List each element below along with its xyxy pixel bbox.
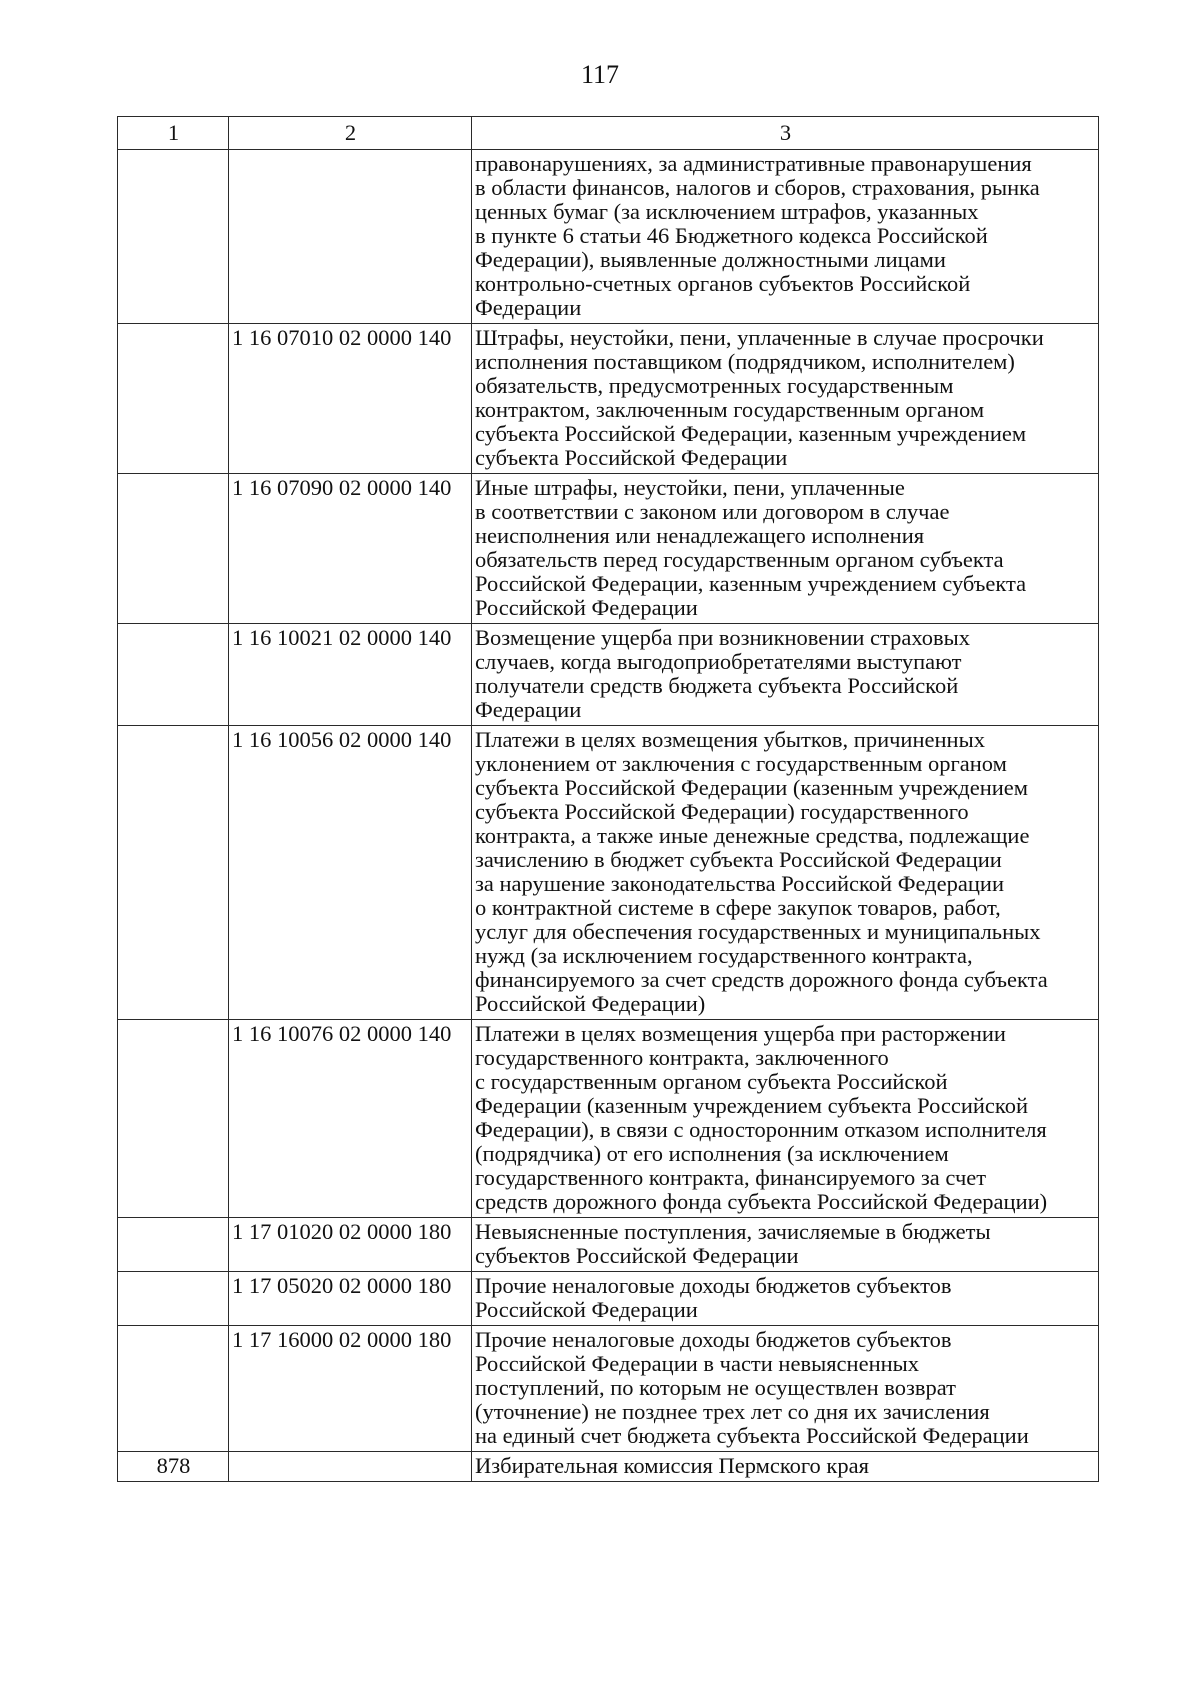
description-cell: Штрафы, неустойки, пени, уплаченные в случае просрочки исполнения поставщиком (подрядчиком, исполнителем) обязательств, предусмотренных государственным контрактом, заключенным государственным органом субъекта Российской Федерации, казенным учреждением субъекта Российской Федерации: [472, 324, 1099, 474]
table-row: [118, 1326, 1099, 1452]
budget-code-cell: 1 17 01020 02 0000 180: [229, 1218, 472, 1272]
admin-code-cell: [118, 150, 229, 324]
budget-code-cell: 1 16 07090 02 0000 140: [229, 474, 472, 624]
table-row: [118, 624, 1099, 726]
budget-code-cell: 1 17 16000 02 0000 180: [229, 1326, 472, 1452]
column-header-2: 2: [229, 117, 472, 150]
table-row: [118, 726, 1099, 1020]
description-cell: Возмещение ущерба при возникновении страховых случаев, когда выгодоприобретателями выступают получатели средств бюджета субъекта Российской Федерации: [472, 624, 1099, 726]
column-header-3: 3: [472, 117, 1099, 150]
admin-code-cell: [118, 1272, 229, 1326]
admin-code-cell: [118, 1020, 229, 1218]
admin-code-cell: [118, 624, 229, 726]
column-header-1: 1: [118, 117, 229, 150]
admin-code-cell: [118, 474, 229, 624]
budget-code-cell: 1 16 10056 02 0000 140: [229, 726, 472, 1020]
admin-code-cell: [118, 726, 229, 1020]
description-cell: Избирательная комиссия Пермского края: [472, 1452, 1099, 1482]
admin-code-cell: [118, 1326, 229, 1452]
table-row: [118, 1452, 1099, 1482]
description-cell: Прочие неналоговые доходы бюджетов субъектов Российской Федерации в части невыясненных поступлений, по которым не осуществлен возврат (уточнение) не позднее трех лет со дня их зачисления на единый счет бюджета субъекта Российской Федерации: [472, 1326, 1099, 1452]
table-row: [118, 1020, 1099, 1218]
table-row: [118, 150, 1099, 324]
table-row: [118, 474, 1099, 624]
budget-revenue-table: [117, 116, 1099, 1482]
description-cell: Прочие неналоговые доходы бюджетов субъектов Российской Федерации: [472, 1272, 1099, 1326]
table-row: [118, 1218, 1099, 1272]
table-header-row: [118, 117, 1099, 150]
budget-code-cell: 1 16 10076 02 0000 140: [229, 1020, 472, 1218]
description-cell: правонарушениях, за административные правонарушения в области финансов, налогов и сборов, страхования, рынка ценных бумаг (за исключением штрафов, указанных в пункте 6 статьи 46 Бюджетного кодекса Российской Федерации), выявленные должностными лицами контрольно-счетных органов субъектов Российской Федерации: [472, 150, 1099, 324]
table-row: [118, 1272, 1099, 1326]
admin-code-cell: [118, 1218, 229, 1272]
description-cell: Платежи в целях возмещения ущерба при расторжении государственного контракта, заключенного с государственным органом субъекта Российской Федерации (казенным учреждением субъекта Российской Федерации), в связи с односторонним отказом исполнителя (подрядчика) от его исполнения (за исключением государственного контракта, финансируемого за счет средств дорожного фонда субъекта Российской Федерации): [472, 1020, 1099, 1218]
admin-code-cell: 878: [118, 1452, 229, 1482]
budget-code-cell: 1 17 05020 02 0000 180: [229, 1272, 472, 1326]
budget-code-cell: 1 16 07010 02 0000 140: [229, 324, 472, 474]
page-number: 117: [580, 60, 620, 89]
description-cell: Невыясненные поступления, зачисляемые в бюджеты субъектов Российской Федерации: [472, 1218, 1099, 1272]
budget-code-cell: [229, 150, 472, 324]
budget-code-cell: [229, 1452, 472, 1482]
budget-code-cell: 1 16 10021 02 0000 140: [229, 624, 472, 726]
table-row: [118, 324, 1099, 474]
description-cell: Платежи в целях возмещения убытков, причиненных уклонением от заключения с государственным органом субъекта Российской Федерации (казенным учреждением субъекта Российской Федерации) государственного контракта, а также иные денежные средства, подлежащие зачислению в бюджет субъекта Российской Федерации за нарушение законодательства Российской Федерации о контрактной системе в сфере закупок товаров, работ, услуг для обеспечения государственных и муниципальных нужд (за исключением государственного контракта, финансируемого за счет средств дорожного фонда субъекта Российской Федерации): [472, 726, 1099, 1020]
admin-code-cell: [118, 324, 229, 474]
description-cell: Иные штрафы, неустойки, пени, уплаченные в соответствии с законом или договором в случае неисполнения или ненадлежащего исполнения обязательств перед государственным органом субъекта Российской Федерации, казенным учреждением субъекта Российской Федерации: [472, 474, 1099, 624]
